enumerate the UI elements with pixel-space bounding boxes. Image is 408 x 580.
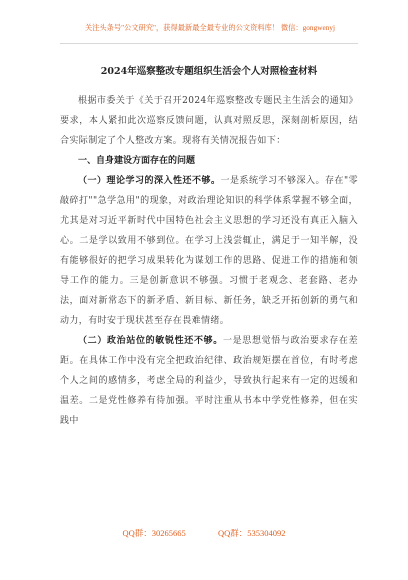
footer-contacts [0, 526, 408, 540]
header-divider [60, 43, 358, 44]
subsection-1-text: 一是系统学习不够深入。存在"零敲碎打""急学急用"的现象，对政治理论知识的科学体系掌握不够全面，尤其是对习近平新时代中国特色社会主义思想的学习还没有真正入脑入心。二是学以致用不够到位。在学习上浅尝辄止，满足于一知半解，没有能够很好的把学习成果转化为谋划工作的思路、促进工作的措施和领导工作的能力。三是创新意识不够强。习惯于老观念、老套路、老办法，面对新常态下的新矛盾、新目标、新任务，缺乏开拓创新的勇气和动力，有时安于现状甚至存在畏难情绪。 [60, 176, 358, 326]
subsection-2-text: 一是思想觉悟与政治要求存在差距。在具体工作中没有完全把政治纪律、政治规矩摆在首位，有时考虑个人之间的感情多，考虑全局的利益少，导致执行起来有一定的迟缓和温差。二是党性修养有待加强。平时注重从书本中学党性修养，但在实践中 [60, 336, 358, 426]
footer-qq-group-1: QQ群：30265665 [122, 528, 186, 538]
footer-qq-group-2: QQ群：535304092 [217, 528, 286, 538]
document-body [60, 91, 358, 431]
subsection-2-lead: （二）政治站位的敏锐性还不够。 [78, 336, 223, 346]
section-heading: 一、自身建设方面存在的问题 [78, 156, 196, 166]
intro-paragraph: 根据市委关于《关于召开2024年巡察整改专题民主生活会的通知》要求，本人紧扣此次巡察反馈问题，认真对照反思，深刻剖析原因，结合实际制定了个人整改方案。现将有关情况报告如下： [60, 96, 358, 146]
header-banner: 关注头条号"公文研究"，获得最新最全最专业的公文资料库！ 微信：gongwenyj [84, 24, 336, 32]
subsection-1-paragraph [60, 171, 358, 331]
subsection-1-lead: （一）理论学习的深入性还不够。 [78, 176, 221, 186]
document-title: 2024年巡察整改专题组织生活会个人对照检查材料 [100, 66, 318, 77]
subsection-2-paragraph [60, 331, 358, 431]
